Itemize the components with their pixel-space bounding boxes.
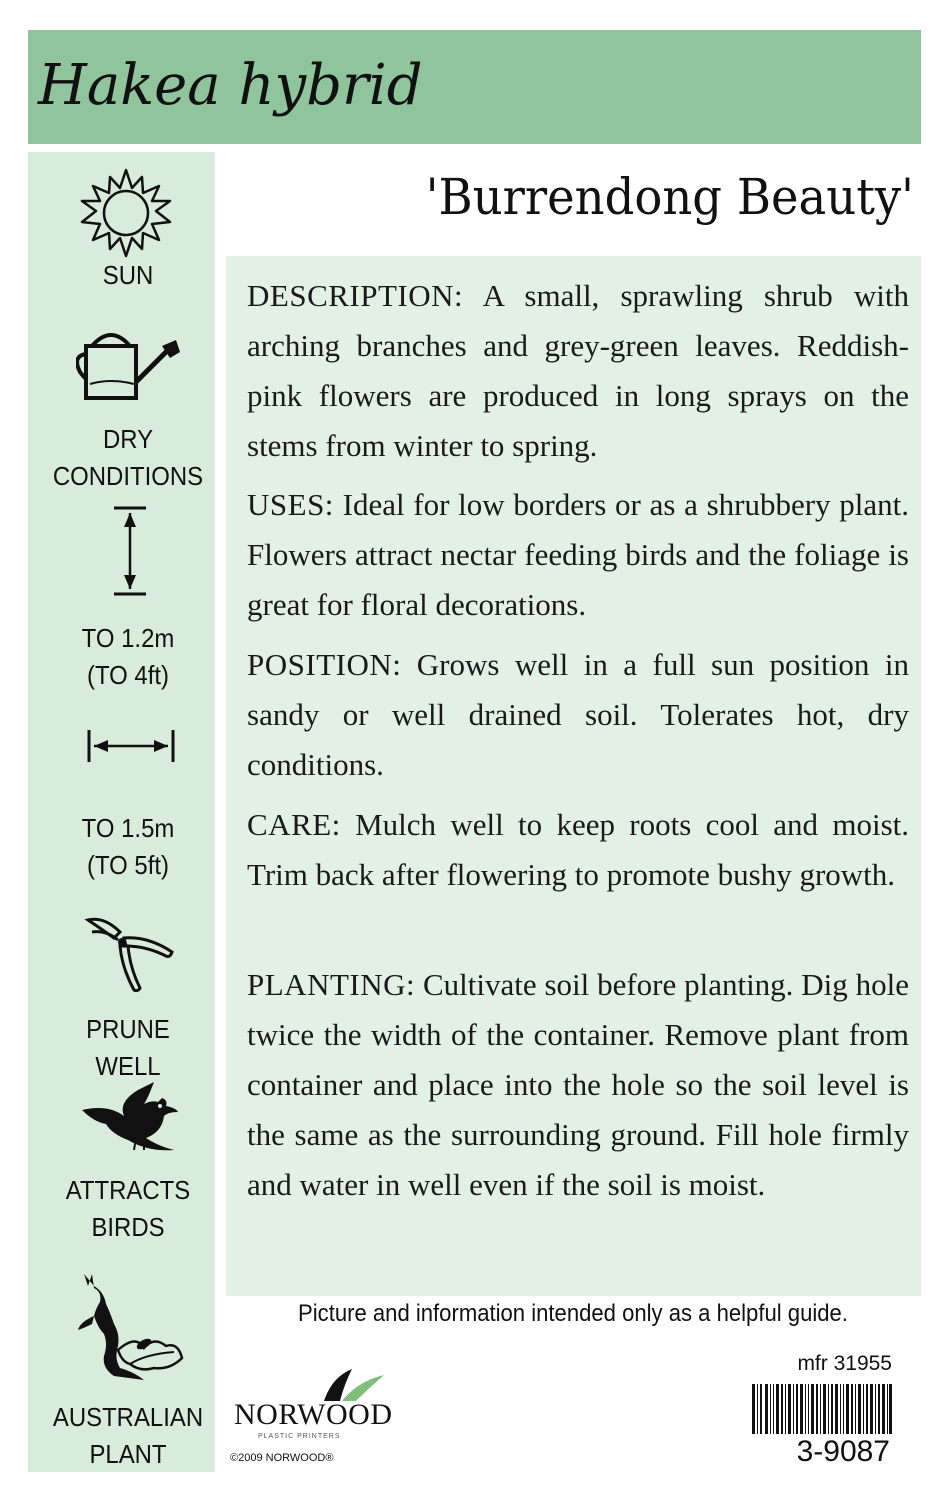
birds-label-2: BIRDS (91, 1212, 165, 1242)
bird-icon (78, 1080, 182, 1152)
position-section (247, 640, 909, 790)
dry-label-2: CONDITIONS (52, 461, 204, 491)
watering-can-icon (76, 324, 186, 404)
uses-heading: USES: (247, 487, 334, 522)
description-text: A small, sprawling shrub with arching branches and grey-green leaves. Reddish-pink flowers are produced in long sprays on the stems from winter to spring. (247, 278, 909, 463)
planting-text: Cultivate soil before planting. Dig hole twice the width of the container. Remove plant from container and place into the hole so the soil level is the same as the surrounding ground. Fill hole firmly and water in well even if the soil is moist. (247, 967, 909, 1202)
cultivar-title: 'Burrendong Beauty' (425, 168, 914, 226)
copyright: ©2009 NORWOOD® (230, 1452, 334, 1464)
position-text: Grows well in a full sun position in sandy or well drained soil. Tolerates hot, dry conditions. (247, 647, 909, 782)
width-arrow-icon (86, 728, 176, 764)
care-section (247, 800, 909, 900)
height-label-2: (TO 4ft) (87, 660, 169, 690)
mfr-number: mfr 31955 (797, 1352, 892, 1375)
aus-label-2: PLANT (89, 1439, 167, 1469)
barcode (752, 1384, 892, 1434)
care-heading: CARE: (247, 807, 341, 842)
norwood-subtitle: PLASTIC PRINTERS (258, 1433, 341, 1440)
birds-label-1: ATTRACTS (65, 1175, 191, 1205)
secateurs-icon (84, 912, 176, 996)
planting-heading: PLANTING: (247, 967, 416, 1002)
height-arrow-icon (112, 505, 148, 597)
aus-label-1: AUSTRALIAN (52, 1402, 204, 1432)
planting-section (247, 960, 909, 1210)
uses-text: Ideal for low borders or as a shrubbery plant. Flowers attract nectar feeding birds and the foliage is great for floral decorations. (247, 487, 910, 622)
uses-section (247, 480, 909, 630)
care-text: Mulch well to keep roots cool and moist. Trim back after flowering to promote bushy growth. (247, 807, 909, 892)
prune-label-2: WELL (95, 1051, 161, 1081)
norwood-logo: NORWOOD (234, 1398, 393, 1431)
disclaimer: Picture and information intended only as a helpful guide. (298, 1300, 848, 1327)
product-code: 3-9087 (796, 1435, 890, 1468)
description-section (247, 271, 909, 471)
width-label-2: (TO 5ft) (87, 850, 169, 880)
description-heading: DESCRIPTION: (247, 278, 464, 313)
sun-icon (76, 168, 176, 258)
genus-title: Hakea hybrid (38, 53, 423, 118)
kangaroo-icon (74, 1272, 184, 1384)
dry-label-1: DRY (102, 424, 154, 454)
width-label-1: TO 1.5m (81, 813, 175, 843)
sun-label: SUN (102, 260, 154, 290)
height-label-1: TO 1.2m (81, 623, 175, 653)
prune-label-1: PRUNE (86, 1014, 170, 1044)
position-heading: POSITION: (247, 647, 402, 682)
